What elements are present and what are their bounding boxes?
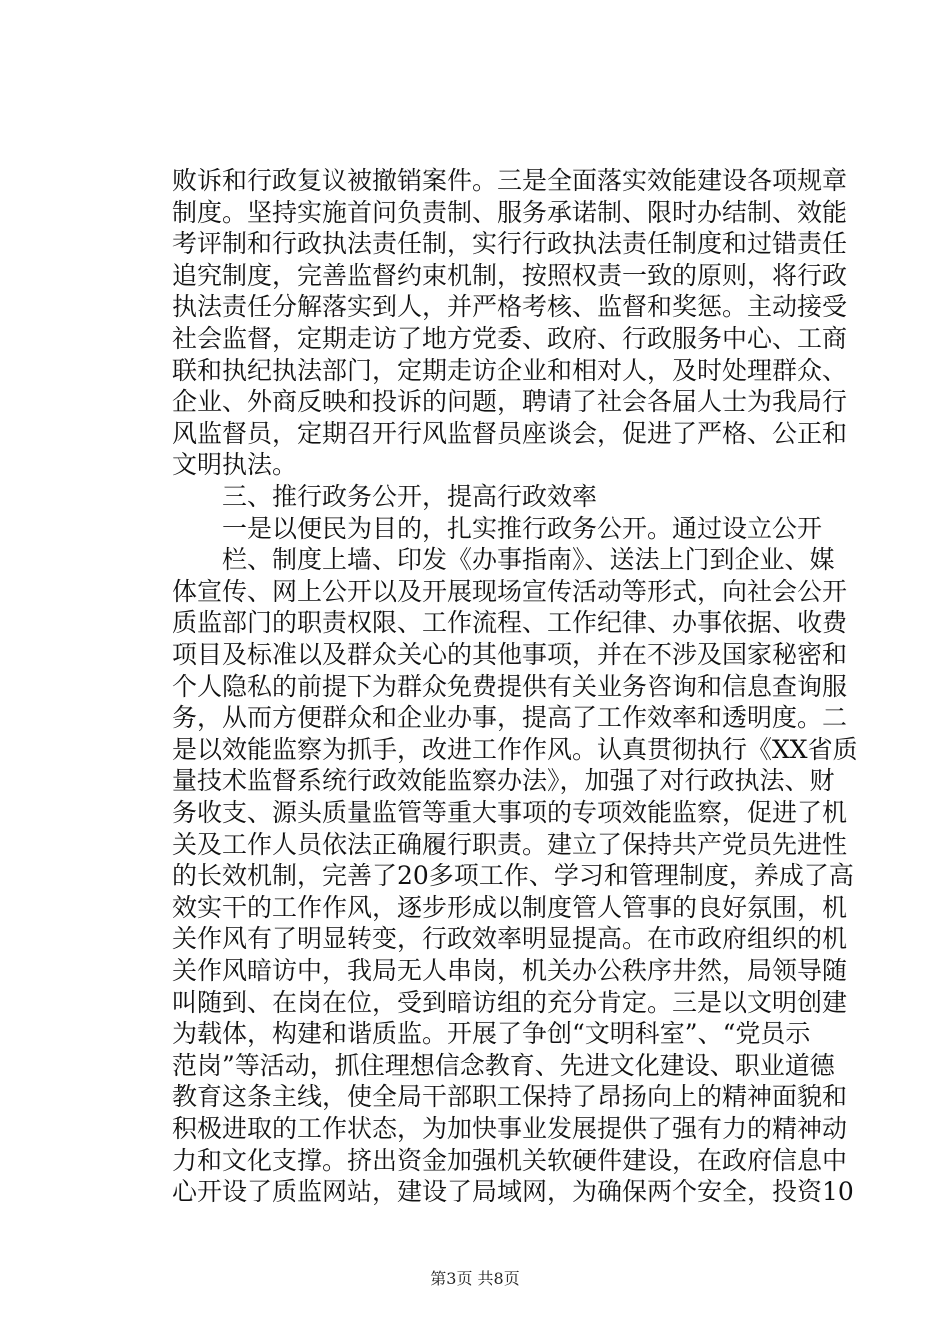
body-line: 心开设了质监网站，建设了局域网，为确保两个安全，投资10 <box>172 1177 854 1207</box>
body-line: 积极进取的工作状态，为加快事业发展提供了强有力的精神动 <box>172 1114 848 1143</box>
body-line: 风监督员，定期召开行风监督员座谈会，促进了严格、公正和 <box>172 418 848 448</box>
body-line: 栏、制度上墙、印发《办事指南》、送法上门到企业、媒 <box>222 545 835 575</box>
body-line: 范岗”等活动，抓住理想信念教育、先进文化建设、职业道德 <box>172 1050 835 1080</box>
body-line: 关及工作人员依法正确履行职责。建立了保持共产党员先进性 <box>172 829 848 859</box>
body-line: 力和文化支撑。挤出资金加强机关软硬件建设，在政府信息中 <box>172 1145 848 1175</box>
body-line: 社会监督，定期走访了地方党委、政府、行政服务中心、工商 <box>172 324 848 353</box>
body-line: 量技术监督系统行政效能监察办法》，加强了对行政执法、财 <box>172 766 835 796</box>
body-line: 一是以便民为目的，扎实推行政务公开。通过设立公开 <box>222 513 823 543</box>
body-line: 追究制度，完善监督约束机制，按照权责一致的原则，将行政 <box>172 260 848 290</box>
body-line: 项目及标准以及群众关心的其他事项，并在不涉及国家秘密和 <box>172 640 848 669</box>
body-line: 效实干的工作作风，逐步形成以制度管人管事的良好氛围，机 <box>172 892 848 922</box>
body-line: 叫随到、在岗在位，受到暗访组的充分肯定。三是以文明创建 <box>172 987 848 1017</box>
section-heading: 三、推行政务公开，提高行政效率 <box>222 482 598 511</box>
body-line: 关作风有了明显转变，行政效率明显提高。在市政府组织的机 <box>172 924 848 954</box>
page-number-footer: 第3页 共8页 <box>430 1269 520 1288</box>
body-line: 是以效能监察为抓手，改进工作作风。认真贯彻执行《XX省质 <box>172 734 858 764</box>
body-line: 质监部门的职责权限、工作流程、工作纪律、办事依据、收费 <box>172 608 848 638</box>
body-line: 关作风暗访中，我局无人串岗，机关办公秩序井然，局领导随 <box>172 956 848 985</box>
body-line: 考评制和行政执法责任制，实行行政执法责任制度和过错责任 <box>172 229 848 259</box>
body-line: 教育这条主线，使全局干部职工保持了昂扬向上的精神面貌和 <box>172 1082 848 1112</box>
body-line: 联和执纪执法部门，定期走访企业和相对人，及时处理群众、 <box>172 355 848 385</box>
body-line: 体宣传、网上公开以及开展现场宣传活动等形式，向社会公开 <box>172 576 848 606</box>
body-line: 执法责任分解落实到人，并严格考核、监督和奖惩。主动接受 <box>172 292 848 322</box>
body-line: 为载体，构建和谐质监。开展了争创“文明科室”、“党员示 <box>172 1019 811 1049</box>
body-line: 制度。坚持实施首问负责制、服务承诺制、限时办结制、效能 <box>172 197 848 227</box>
body-line: 个人隐私的前提下为群众免费提供有关业务咨询和信息查询服 <box>172 671 848 701</box>
body-line: 败诉和行政复议被撤销案件。三是全面落实效能建设各项规章 <box>172 166 848 195</box>
body-line: 务，从而方便群众和企业办事，提高了工作效率和透明度。二 <box>172 703 848 733</box>
body-line: 务收支、源头质量监管等重大事项的专项效能监察，促进了机 <box>172 798 848 827</box>
body-line: 的长效机制，完善了20多项工作、学习和管理制度，养成了高 <box>172 861 854 891</box>
body-line: 企业、外商反映和投诉的问题，聘请了社会各届人士为我局行 <box>172 387 848 417</box>
body-line: 文明执法。 <box>172 450 298 480</box>
